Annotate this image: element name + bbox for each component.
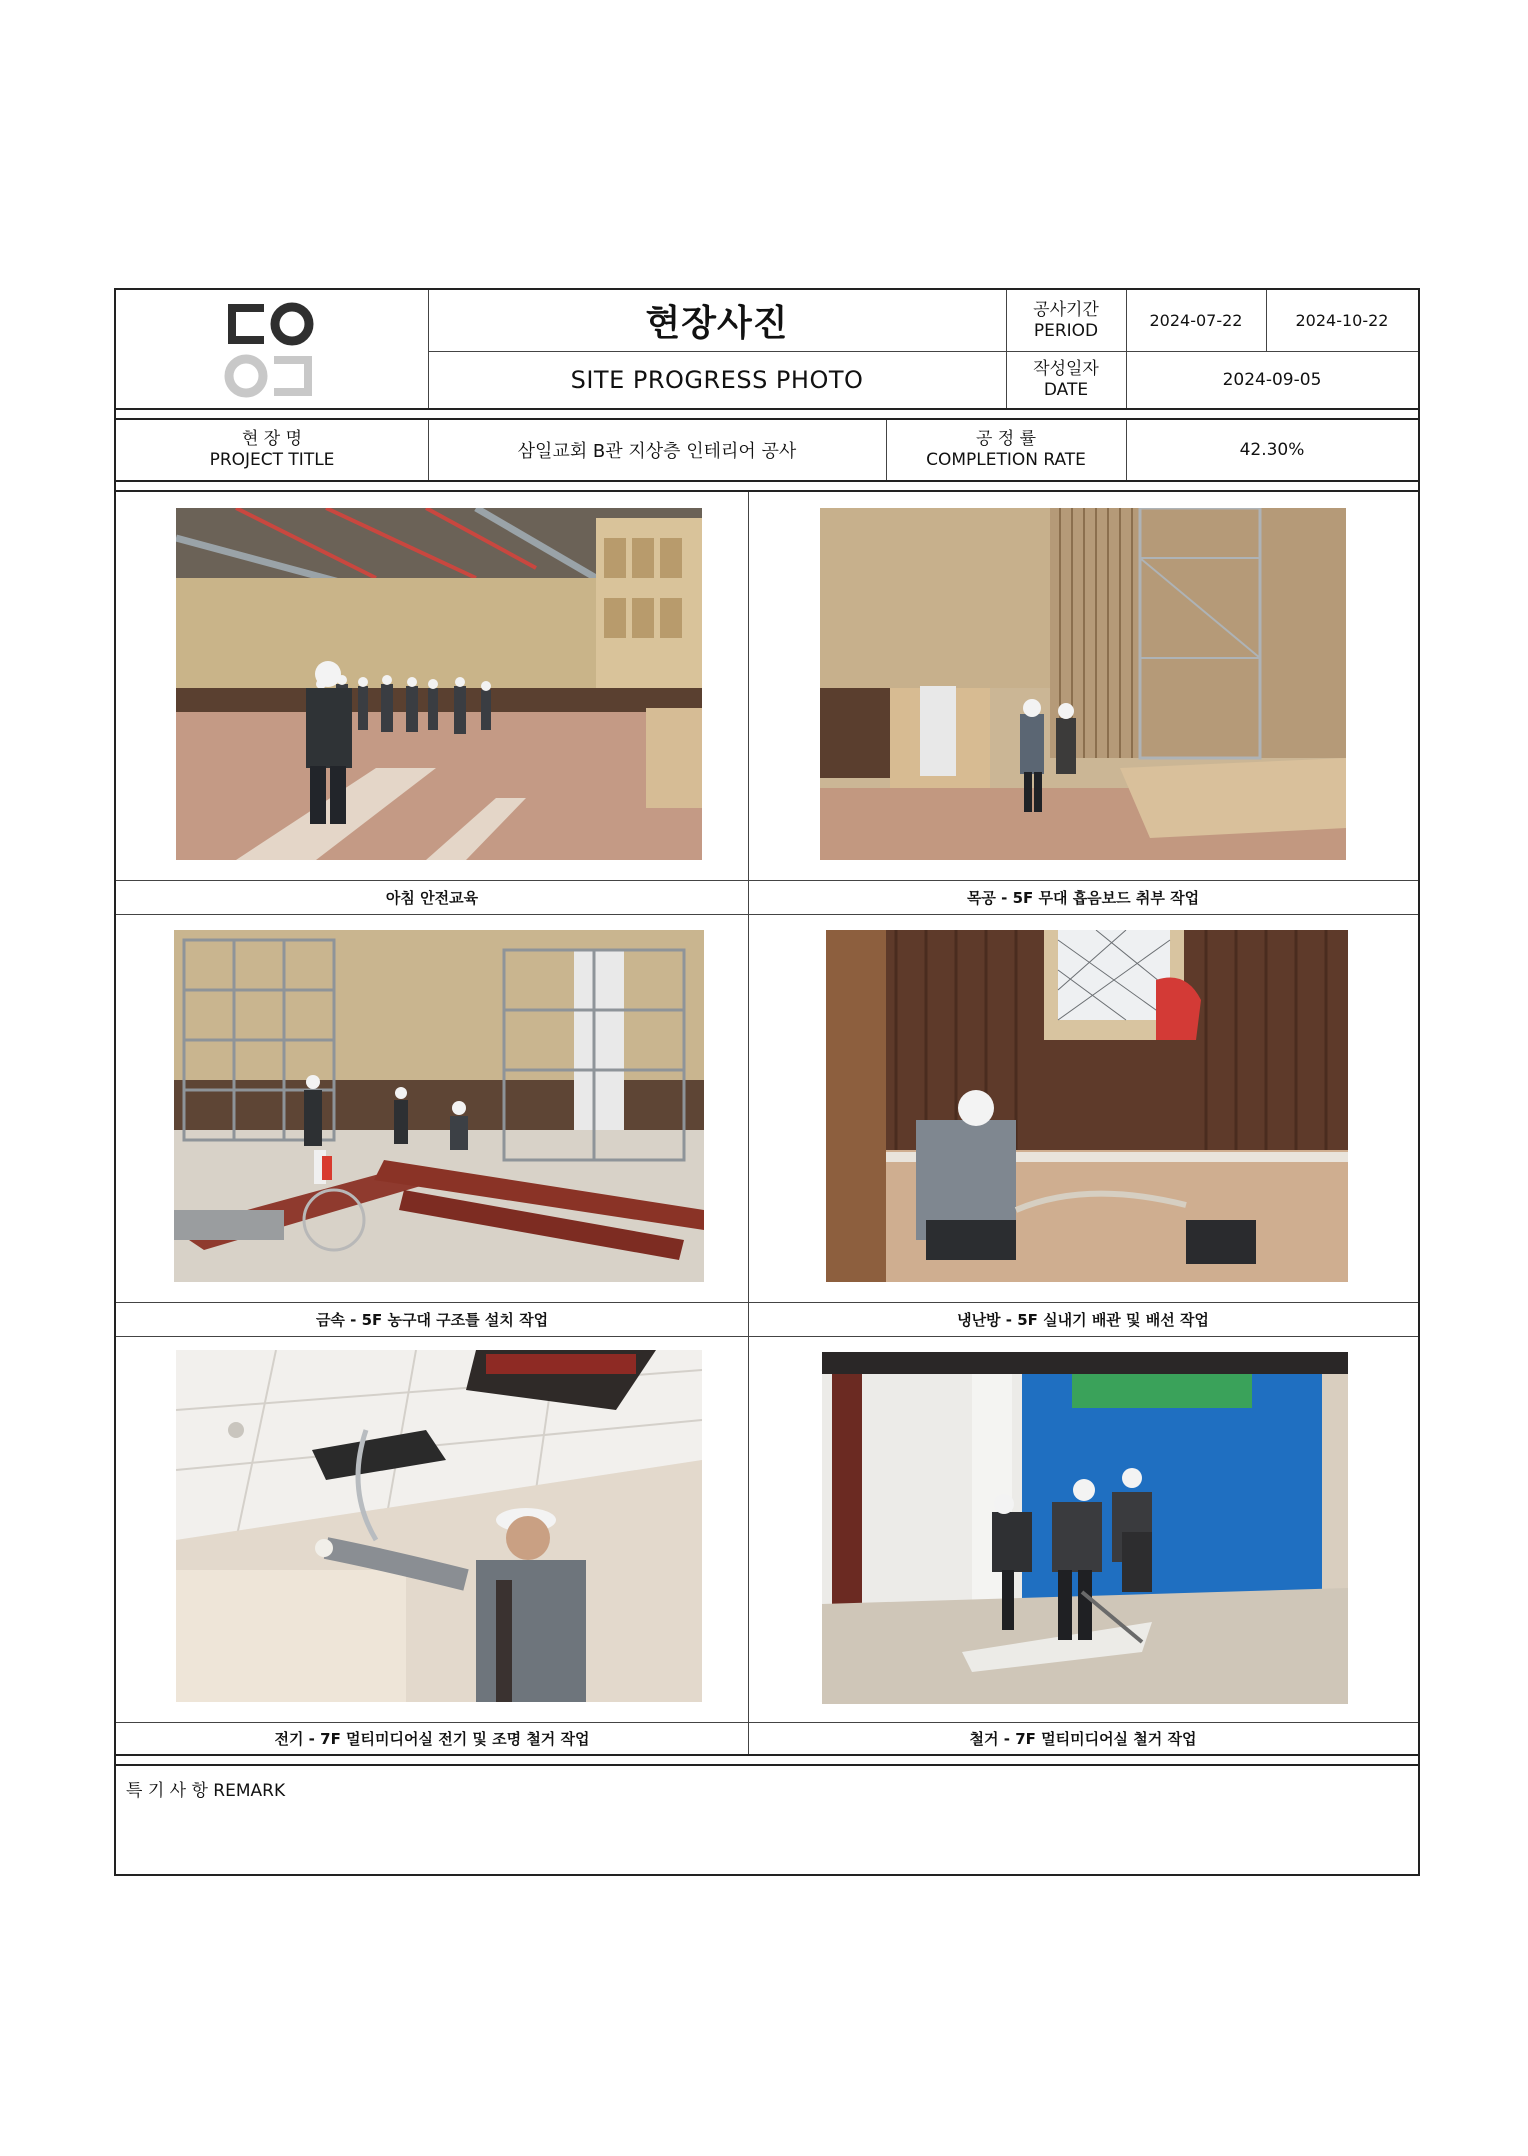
project-title-label-ko: 현 장 명	[241, 429, 303, 449]
completion-rate-label	[886, 420, 1126, 480]
period-label-ko: 공사기간	[1033, 299, 1099, 320]
period-label-en: PERIOD	[1033, 320, 1099, 341]
completion-rate: 42.30%	[1239, 440, 1305, 460]
caption-5: 전기 - 7F 멀티미디어실 전기 및 조명 철거 작업	[274, 1729, 590, 1748]
caption-3: 금속 - 5F 농구대 구조틀 설치 작업	[315, 1310, 549, 1329]
title-korean: 현장사진	[645, 303, 789, 344]
date-label-ko: 작성일자	[1033, 358, 1099, 379]
site-photo-report	[114, 288, 1420, 1876]
project-title: 삼일교회 B관 지상층 인테리어 공사	[517, 441, 797, 462]
date-label-en: DATE	[1043, 379, 1089, 400]
project-title-label	[116, 420, 428, 480]
caption-6: 철거 - 7F 멀티미디어실 철거 작업	[969, 1729, 1197, 1748]
photo-demolition	[822, 1352, 1348, 1704]
remark-label: 특 기 사 항 REMARK	[126, 1781, 286, 1801]
caption-2: 목공 - 5F 무대 흡음보드 취부 작업	[966, 888, 1200, 907]
report-date: 2024-09-05	[1222, 369, 1322, 390]
photo-stage-board	[820, 508, 1346, 860]
caption-4: 냉난방 - 5F 실내기 배관 및 배선 작업	[957, 1310, 1209, 1329]
period-start: 2024-07-22	[1149, 311, 1243, 330]
project-row	[114, 418, 1420, 482]
period-label	[1006, 290, 1126, 351]
photo-grid	[114, 490, 1420, 1756]
rate-label-ko: 공 정 률	[975, 429, 1037, 449]
title-english: SITE PROGRESS PHOTO	[570, 365, 864, 394]
remark-box	[114, 1764, 1420, 1876]
caption-1: 아침 안전교육	[385, 888, 479, 907]
photo-hvac-piping	[826, 930, 1348, 1282]
report-header	[114, 288, 1420, 410]
photo-ceiling-electrical	[176, 1350, 702, 1702]
company-logo	[224, 300, 316, 400]
rate-label-en: COMPLETION RATE	[926, 450, 1086, 470]
photo-safety-briefing	[176, 508, 702, 860]
photo-hoop-frame	[174, 930, 704, 1282]
period-end: 2024-10-22	[1295, 311, 1389, 330]
date-label	[1006, 351, 1126, 408]
project-title-label-en: PROJECT TITLE	[209, 450, 335, 470]
